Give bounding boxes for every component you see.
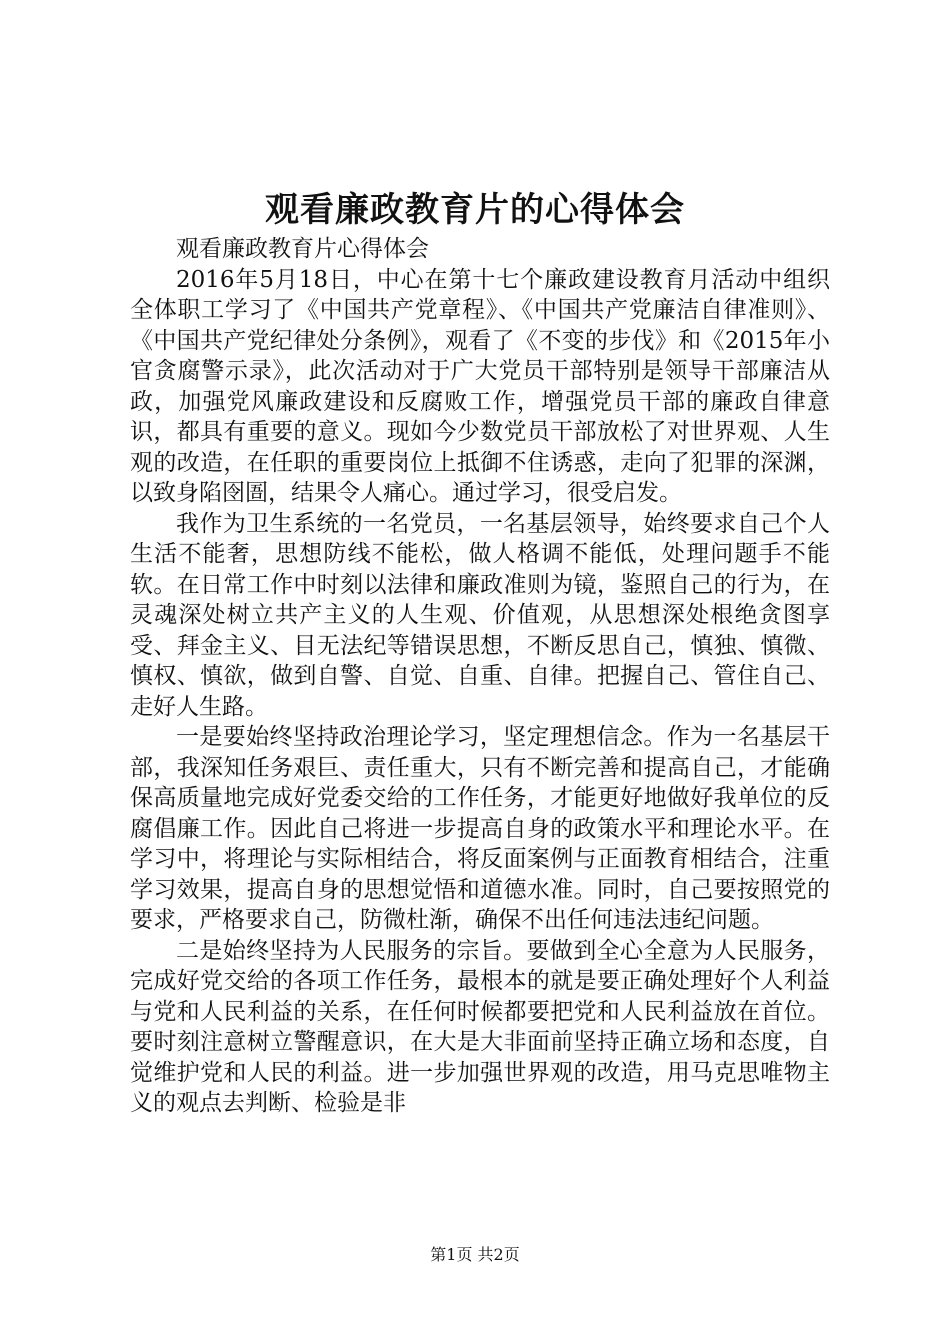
paragraph-point-two: 二是始终坚持为人民服务的宗旨。要做到全心全意为人民服务，完成好党交给的各项工作任务，最根本的就是要正确处理好个人利益与党和人民利益的关系，在任何时候都要把党和人民利益放在首位。要时刻注意树立警醒意识，在大是大非面前坚持正确立场和态度，自觉维护党和人民的利益。进一步加强世界观的改造，用马克思唯物主义的观点去判断、检验是非 (130, 937, 830, 1116)
paragraph-subtitle: 观看廉政教育片心得体会 (176, 236, 429, 262)
paragraph-intro: 2016年5月18日，中心在第十七个廉政建设教育月活动中组织全体职工学习了《中国共产党章程》、《中国共产党廉洁自律准则》、《中国共产党纪律处分条例》，观看了《不变的步伐》和《2015年小官贪腐警示录》，此次活动对于广大党员干部特别是领导干部廉洁从政，加强党风廉政建设和反腐败工作，增强党员干部的廉政自律意识，都具有重要的意义。现如今少数党员干部放松了对世界观、人生观的改造，在任职的重要岗位上抵御不住诱惑，走向了犯罪的深渊，以致身陷囹圄，结果令人痛心。通过学习，很受启发。 (130, 266, 830, 506)
paragraph-personal-commitment: 我作为卫生系统的一名党员，一名基层领导，始终要求自己个人生活不能奢，思想防线不能松，做人格调不能低，处理问题手不能软。在日常工作中时刻以法律和廉政准则为镜，鉴照自己的行为，在灵魂深处树立共产主义的人生观、价值观，从思想深处根绝贪图享受、拜金主义、目无法纪等错误思想，不断反思自己，慎独、慎微、慎权、慎欲，做到自警、自觉、自重、自律。把握自己、管住自己、走好人生路。 (130, 510, 830, 720)
document-body (130, 234, 830, 1119)
document-title: 观看廉政教育片的心得体会 (265, 190, 685, 230)
paragraph-point-one: 一是要始终坚持政治理论学习，坚定理想信念。作为一名基层干部，我深知任务艰巨、责任重大，只有不断完善和提高自己，才能确保高质量地完成好党委交给的工作任务，才能更好地做好我单位的反腐倡廉工作。因此自己将进一步提高自身的政策水平和理论水平。在学习中，将理论与实际相结合，将反面案例与正面教育相结合，注重学习效果，提高自身的思想觉悟和道德水准。同时，自己要按照党的要求，严格要求自己，防微杜渐，确保不出任何违法违纪问题。 (130, 724, 830, 933)
page-number-footer: 第1页 共2页 (430, 1245, 520, 1264)
